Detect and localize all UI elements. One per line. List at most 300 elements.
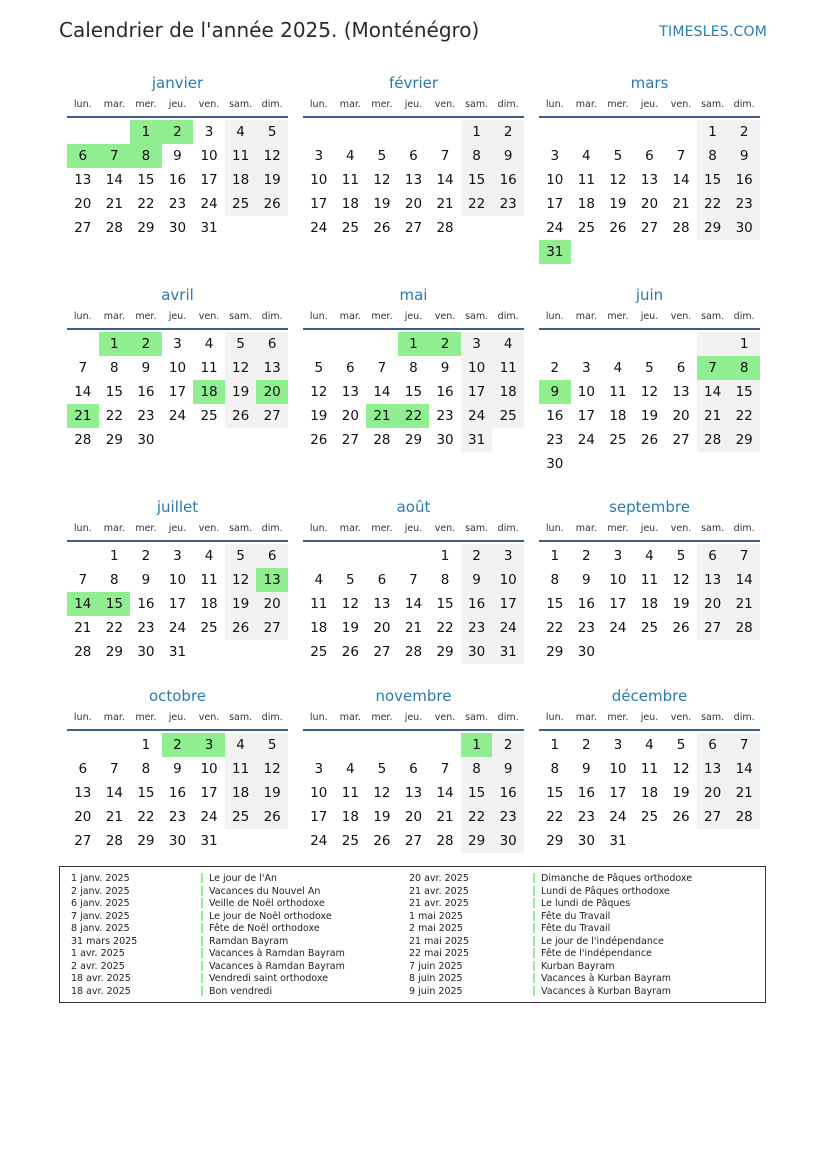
day-cell[interactable]: 23 xyxy=(168,196,187,212)
day-cell[interactable]: 16 xyxy=(168,785,187,801)
day-cell[interactable]: 26 xyxy=(609,220,627,236)
day-cell[interactable]: 26 xyxy=(256,192,288,216)
day-cell[interactable]: 30 xyxy=(137,644,155,660)
day-cell[interactable]: 15 xyxy=(99,592,131,616)
day-cell[interactable]: 13 xyxy=(256,568,288,592)
day-cell[interactable]: 5 xyxy=(225,332,257,356)
day-cell[interactable]: 1 xyxy=(697,120,729,144)
day-cell[interactable]: 3 xyxy=(550,148,560,164)
day-cell[interactable]: 5 xyxy=(613,148,623,164)
day-cell[interactable]: 20 xyxy=(697,781,729,805)
day-cell[interactable]: 17 xyxy=(461,380,493,404)
day-cell[interactable]: 2 xyxy=(162,733,194,757)
day-cell[interactable]: 11 xyxy=(640,761,659,777)
day-cell[interactable]: 11 xyxy=(577,172,595,188)
day-cell[interactable]: 19 xyxy=(341,620,359,636)
day-cell[interactable]: 30 xyxy=(577,644,595,660)
day-cell[interactable]: 10 xyxy=(168,360,187,376)
day-cell[interactable]: 4 xyxy=(582,148,591,164)
day-cell[interactable]: 3 xyxy=(314,761,324,777)
day-cell[interactable]: 29 xyxy=(137,833,155,849)
day-cell[interactable]: 22 xyxy=(398,404,430,428)
day-cell[interactable]: 22 xyxy=(137,809,155,825)
day-cell[interactable]: 3 xyxy=(613,737,623,753)
day-cell[interactable]: 19 xyxy=(640,408,659,424)
day-cell[interactable]: 14 xyxy=(672,172,690,188)
day-cell[interactable]: 29 xyxy=(105,432,123,448)
day-cell[interactable]: 20 xyxy=(341,408,359,424)
day-cell[interactable]: 2 xyxy=(141,548,151,564)
day-cell[interactable]: 10 xyxy=(609,761,627,777)
day-cell[interactable]: 6 xyxy=(676,360,686,376)
day-cell[interactable]: 11 xyxy=(200,572,218,588)
day-cell[interactable]: 2 xyxy=(728,120,760,144)
day-cell[interactable]: 27 xyxy=(697,805,729,829)
day-cell[interactable]: 1 xyxy=(550,737,560,753)
day-cell[interactable]: 15 xyxy=(697,168,729,192)
day-cell[interactable]: 22 xyxy=(105,408,123,424)
day-cell[interactable]: 19 xyxy=(256,168,288,192)
day-cell[interactable]: 23 xyxy=(728,192,760,216)
day-cell[interactable]: 6 xyxy=(67,144,99,168)
day-cell[interactable]: 3 xyxy=(492,544,524,568)
day-cell[interactable]: 13 xyxy=(404,172,423,188)
day-cell[interactable]: 25 xyxy=(640,809,659,825)
day-cell[interactable]: 5 xyxy=(346,572,355,588)
day-cell[interactable]: 28 xyxy=(697,428,729,452)
day-cell[interactable]: 17 xyxy=(310,196,328,212)
day-cell[interactable]: 24 xyxy=(310,220,328,236)
day-cell[interactable]: 22 xyxy=(546,620,564,636)
day-cell[interactable]: 18 xyxy=(640,785,659,801)
day-cell[interactable]: 20 xyxy=(404,809,423,825)
day-cell[interactable]: 17 xyxy=(577,408,595,424)
day-cell[interactable]: 23 xyxy=(461,616,493,640)
day-cell[interactable]: 9 xyxy=(461,568,493,592)
day-cell[interactable]: 7 xyxy=(78,572,88,588)
day-cell[interactable]: 5 xyxy=(314,360,324,376)
day-cell[interactable]: 11 xyxy=(200,360,218,376)
day-cell[interactable]: 21 xyxy=(105,809,123,825)
day-cell[interactable]: 25 xyxy=(609,432,627,448)
day-cell[interactable]: 26 xyxy=(373,220,391,236)
day-cell[interactable]: 27 xyxy=(74,833,92,849)
day-cell[interactable]: 4 xyxy=(225,120,257,144)
day-cell[interactable]: 21 xyxy=(697,404,729,428)
day-cell[interactable]: 28 xyxy=(373,432,391,448)
day-cell[interactable]: 8 xyxy=(697,144,729,168)
day-cell[interactable]: 31 xyxy=(168,644,187,660)
day-cell[interactable]: 12 xyxy=(310,384,328,400)
day-cell[interactable]: 15 xyxy=(404,384,423,400)
day-cell[interactable]: 20 xyxy=(373,620,391,636)
day-cell[interactable]: 12 xyxy=(373,172,391,188)
day-cell[interactable]: 13 xyxy=(373,596,391,612)
day-cell[interactable]: 3 xyxy=(193,733,225,757)
day-cell[interactable]: 11 xyxy=(341,172,359,188)
day-cell[interactable]: 16 xyxy=(461,592,493,616)
day-cell[interactable]: 7 xyxy=(728,544,760,568)
day-cell[interactable]: 27 xyxy=(74,220,92,236)
day-cell[interactable]: 25 xyxy=(577,220,595,236)
day-cell[interactable]: 11 xyxy=(225,757,257,781)
day-cell[interactable]: 16 xyxy=(546,408,564,424)
day-cell[interactable]: 10 xyxy=(168,572,187,588)
day-cell[interactable]: 3 xyxy=(582,360,591,376)
day-cell[interactable]: 21 xyxy=(436,809,454,825)
day-cell[interactable]: 11 xyxy=(225,144,257,168)
day-cell[interactable]: 27 xyxy=(404,833,423,849)
day-cell[interactable]: 7 xyxy=(676,148,686,164)
day-cell[interactable]: 29 xyxy=(105,644,123,660)
day-cell[interactable]: 21 xyxy=(728,781,760,805)
day-cell[interactable]: 17 xyxy=(609,596,627,612)
day-cell[interactable]: 23 xyxy=(492,805,524,829)
day-cell[interactable]: 10 xyxy=(461,356,493,380)
day-cell[interactable]: 6 xyxy=(645,148,654,164)
day-cell[interactable]: 29 xyxy=(461,829,493,853)
day-cell[interactable]: 26 xyxy=(373,833,391,849)
day-cell[interactable]: 10 xyxy=(492,568,524,592)
day-cell[interactable]: 26 xyxy=(672,809,690,825)
day-cell[interactable]: 1 xyxy=(141,737,151,753)
day-cell[interactable]: 10 xyxy=(310,172,328,188)
day-cell[interactable]: 3 xyxy=(613,548,623,564)
day-cell[interactable]: 29 xyxy=(546,644,564,660)
day-cell[interactable]: 19 xyxy=(672,596,690,612)
day-cell[interactable]: 12 xyxy=(609,172,627,188)
day-cell[interactable]: 16 xyxy=(577,785,595,801)
day-cell[interactable]: 31 xyxy=(461,428,493,452)
day-cell[interactable]: 16 xyxy=(492,781,524,805)
day-cell[interactable]: 27 xyxy=(640,220,659,236)
day-cell[interactable]: 13 xyxy=(697,757,729,781)
day-cell[interactable]: 23 xyxy=(137,620,155,636)
day-cell[interactable]: 18 xyxy=(310,620,328,636)
day-cell[interactable]: 8 xyxy=(130,144,162,168)
day-cell[interactable]: 14 xyxy=(436,172,454,188)
day-cell[interactable]: 5 xyxy=(377,148,387,164)
day-cell[interactable]: 14 xyxy=(105,785,123,801)
day-cell[interactable]: 13 xyxy=(256,356,288,380)
day-cell[interactable]: 14 xyxy=(373,384,391,400)
day-cell[interactable]: 9 xyxy=(492,757,524,781)
day-cell[interactable]: 23 xyxy=(546,432,564,448)
day-cell[interactable]: 11 xyxy=(640,572,659,588)
day-cell[interactable]: 6 xyxy=(78,761,88,777)
day-cell[interactable]: 20 xyxy=(256,380,288,404)
day-cell[interactable]: 13 xyxy=(341,384,359,400)
day-cell[interactable]: 7 xyxy=(110,761,119,777)
day-cell[interactable]: 24 xyxy=(546,220,564,236)
day-cell[interactable]: 28 xyxy=(728,805,760,829)
day-cell[interactable]: 25 xyxy=(341,220,359,236)
day-cell[interactable]: 15 xyxy=(546,785,564,801)
day-cell[interactable]: 19 xyxy=(225,380,257,404)
day-cell[interactable]: 14 xyxy=(436,785,454,801)
day-cell[interactable]: 18 xyxy=(225,781,257,805)
day-cell[interactable]: 2 xyxy=(130,332,162,356)
day-cell[interactable]: 27 xyxy=(672,432,690,448)
day-cell[interactable]: 30 xyxy=(546,456,564,472)
day-cell[interactable]: 18 xyxy=(609,408,627,424)
day-cell[interactable]: 22 xyxy=(697,192,729,216)
day-cell[interactable]: 2 xyxy=(582,737,591,753)
day-cell[interactable]: 28 xyxy=(105,833,123,849)
day-cell[interactable]: 9 xyxy=(173,761,182,777)
day-cell[interactable]: 15 xyxy=(137,785,155,801)
day-cell[interactable]: 10 xyxy=(200,761,218,777)
day-cell[interactable]: 5 xyxy=(676,737,686,753)
day-cell[interactable]: 21 xyxy=(366,404,398,428)
day-cell[interactable]: 31 xyxy=(609,833,627,849)
day-cell[interactable]: 24 xyxy=(200,809,218,825)
day-cell[interactable]: 16 xyxy=(137,384,155,400)
day-cell[interactable]: 3 xyxy=(204,124,214,140)
day-cell[interactable]: 7 xyxy=(440,148,450,164)
day-cell[interactable]: 20 xyxy=(640,196,659,212)
day-cell[interactable]: 23 xyxy=(137,408,155,424)
day-cell[interactable]: 8 xyxy=(141,761,151,777)
day-cell[interactable]: 27 xyxy=(256,616,288,640)
day-cell[interactable]: 4 xyxy=(204,548,214,564)
day-cell[interactable]: 6 xyxy=(697,733,729,757)
day-cell[interactable]: 30 xyxy=(436,432,454,448)
day-cell[interactable]: 3 xyxy=(173,548,182,564)
day-cell[interactable]: 1 xyxy=(461,733,493,757)
day-cell[interactable]: 19 xyxy=(225,592,257,616)
day-cell[interactable]: 29 xyxy=(137,220,155,236)
day-cell[interactable]: 30 xyxy=(168,833,187,849)
day-cell[interactable]: 8 xyxy=(728,356,760,380)
day-cell[interactable]: 10 xyxy=(609,572,627,588)
day-cell[interactable]: 31 xyxy=(539,240,571,264)
day-cell[interactable]: 14 xyxy=(697,380,729,404)
day-cell[interactable]: 7 xyxy=(697,356,729,380)
day-cell[interactable]: 30 xyxy=(577,833,595,849)
day-cell[interactable]: 14 xyxy=(67,592,99,616)
day-cell[interactable]: 24 xyxy=(200,196,218,212)
day-cell[interactable]: 28 xyxy=(74,644,92,660)
day-cell[interactable]: 20 xyxy=(256,592,288,616)
day-cell[interactable]: 20 xyxy=(74,196,92,212)
day-cell[interactable]: 8 xyxy=(110,360,119,376)
day-cell[interactable]: 2 xyxy=(492,120,524,144)
day-cell[interactable]: 12 xyxy=(672,572,690,588)
day-cell[interactable]: 5 xyxy=(645,360,654,376)
day-cell[interactable]: 11 xyxy=(341,785,359,801)
day-cell[interactable]: 24 xyxy=(492,616,524,640)
day-cell[interactable]: 18 xyxy=(193,380,225,404)
day-cell[interactable]: 14 xyxy=(728,757,760,781)
day-cell[interactable]: 14 xyxy=(74,384,92,400)
day-cell[interactable]: 29 xyxy=(697,216,729,240)
day-cell[interactable]: 23 xyxy=(168,809,187,825)
day-cell[interactable]: 1 xyxy=(398,332,430,356)
day-cell[interactable]: 10 xyxy=(577,384,595,400)
day-cell[interactable]: 16 xyxy=(728,168,760,192)
day-cell[interactable]: 8 xyxy=(461,144,493,168)
day-cell[interactable]: 12 xyxy=(672,761,690,777)
day-cell[interactable]: 25 xyxy=(225,805,257,829)
day-cell[interactable]: 15 xyxy=(137,172,155,188)
day-cell[interactable]: 13 xyxy=(672,384,690,400)
day-cell[interactable]: 17 xyxy=(168,596,187,612)
day-cell[interactable]: 6 xyxy=(409,148,418,164)
day-cell[interactable]: 9 xyxy=(440,360,450,376)
day-cell[interactable]: 18 xyxy=(341,809,359,825)
day-cell[interactable]: 31 xyxy=(492,640,524,664)
day-cell[interactable]: 9 xyxy=(492,144,524,168)
day-cell[interactable]: 22 xyxy=(461,192,493,216)
day-cell[interactable]: 1 xyxy=(550,548,560,564)
day-cell[interactable]: 27 xyxy=(404,220,423,236)
day-cell[interactable]: 4 xyxy=(613,360,623,376)
day-cell[interactable]: 15 xyxy=(546,596,564,612)
day-cell[interactable]: 5 xyxy=(256,733,288,757)
day-cell[interactable]: 26 xyxy=(256,805,288,829)
day-cell[interactable]: 1 xyxy=(99,332,131,356)
day-cell[interactable]: 10 xyxy=(200,148,218,164)
day-cell[interactable]: 9 xyxy=(141,360,151,376)
day-cell[interactable]: 24 xyxy=(168,620,187,636)
day-cell[interactable]: 20 xyxy=(697,592,729,616)
day-cell[interactable]: 20 xyxy=(672,408,690,424)
day-cell[interactable]: 17 xyxy=(310,809,328,825)
day-cell[interactable]: 8 xyxy=(409,360,418,376)
day-cell[interactable]: 4 xyxy=(346,761,355,777)
day-cell[interactable]: 14 xyxy=(728,568,760,592)
day-cell[interactable]: 26 xyxy=(225,404,257,428)
day-cell[interactable]: 24 xyxy=(168,408,187,424)
day-cell[interactable]: 12 xyxy=(225,568,257,592)
day-cell[interactable]: 2 xyxy=(429,332,461,356)
day-cell[interactable]: 1 xyxy=(130,120,162,144)
day-cell[interactable]: 10 xyxy=(310,785,328,801)
day-cell[interactable]: 9 xyxy=(582,572,591,588)
day-cell[interactable]: 5 xyxy=(676,548,686,564)
day-cell[interactable]: 6 xyxy=(697,544,729,568)
day-cell[interactable]: 24 xyxy=(461,404,493,428)
day-cell[interactable]: 29 xyxy=(728,428,760,452)
day-cell[interactable]: 2 xyxy=(461,544,493,568)
day-cell[interactable]: 2 xyxy=(550,360,560,376)
day-cell[interactable]: 7 xyxy=(409,572,418,588)
day-cell[interactable]: 6 xyxy=(377,572,387,588)
day-cell[interactable]: 28 xyxy=(436,833,454,849)
day-cell[interactable]: 28 xyxy=(672,220,690,236)
day-cell[interactable]: 30 xyxy=(728,216,760,240)
day-cell[interactable]: 28 xyxy=(74,432,92,448)
day-cell[interactable]: 26 xyxy=(310,432,328,448)
day-cell[interactable]: 18 xyxy=(640,596,659,612)
day-cell[interactable]: 12 xyxy=(373,785,391,801)
day-cell[interactable]: 9 xyxy=(539,380,571,404)
day-cell[interactable]: 31 xyxy=(200,220,218,236)
day-cell[interactable]: 25 xyxy=(640,620,659,636)
day-cell[interactable]: 25 xyxy=(310,644,328,660)
day-cell[interactable]: 20 xyxy=(74,809,92,825)
day-cell[interactable]: 21 xyxy=(67,404,99,428)
day-cell[interactable]: 12 xyxy=(640,384,659,400)
day-cell[interactable]: 23 xyxy=(577,809,595,825)
day-cell[interactable]: 2 xyxy=(492,733,524,757)
day-cell[interactable]: 15 xyxy=(461,168,493,192)
day-cell[interactable]: 11 xyxy=(609,384,627,400)
day-cell[interactable]: 17 xyxy=(200,785,218,801)
day-cell[interactable]: 11 xyxy=(310,596,328,612)
day-cell[interactable]: 22 xyxy=(436,620,454,636)
day-cell[interactable]: 21 xyxy=(105,196,123,212)
brand-logo-text[interactable]: TIMESLES.COM xyxy=(659,24,767,40)
day-cell[interactable]: 4 xyxy=(314,572,324,588)
day-cell[interactable]: 28 xyxy=(728,616,760,640)
day-cell[interactable]: 6 xyxy=(256,544,288,568)
day-cell[interactable]: 9 xyxy=(173,148,182,164)
day-cell[interactable]: 25 xyxy=(200,408,218,424)
day-cell[interactable]: 12 xyxy=(256,757,288,781)
day-cell[interactable]: 6 xyxy=(256,332,288,356)
day-cell[interactable]: 19 xyxy=(609,196,627,212)
day-cell[interactable]: 2 xyxy=(162,120,194,144)
day-cell[interactable]: 26 xyxy=(225,616,257,640)
day-cell[interactable]: 22 xyxy=(137,196,155,212)
day-cell[interactable]: 27 xyxy=(256,404,288,428)
day-cell[interactable]: 9 xyxy=(728,144,760,168)
day-cell[interactable]: 17 xyxy=(200,172,218,188)
day-cell[interactable]: 27 xyxy=(341,432,359,448)
day-cell[interactable]: 18 xyxy=(341,196,359,212)
day-cell[interactable]: 19 xyxy=(672,785,690,801)
day-cell[interactable]: 14 xyxy=(404,596,423,612)
day-cell[interactable]: 13 xyxy=(74,785,92,801)
day-cell[interactable]: 24 xyxy=(577,432,595,448)
day-cell[interactable]: 27 xyxy=(697,616,729,640)
day-cell[interactable]: 24 xyxy=(609,620,627,636)
day-cell[interactable]: 17 xyxy=(168,384,187,400)
day-cell[interactable]: 22 xyxy=(546,809,564,825)
day-cell[interactable]: 13 xyxy=(697,568,729,592)
day-cell[interactable]: 16 xyxy=(492,168,524,192)
day-cell[interactable]: 9 xyxy=(582,761,591,777)
day-cell[interactable]: 22 xyxy=(461,805,493,829)
day-cell[interactable]: 30 xyxy=(461,640,493,664)
day-cell[interactable]: 21 xyxy=(404,620,423,636)
day-cell[interactable]: 13 xyxy=(74,172,92,188)
day-cell[interactable]: 7 xyxy=(377,360,387,376)
day-cell[interactable]: 23 xyxy=(436,408,454,424)
day-cell[interactable]: 1 xyxy=(440,548,450,564)
day-cell[interactable]: 22 xyxy=(105,620,123,636)
day-cell[interactable]: 17 xyxy=(546,196,564,212)
day-cell[interactable]: 5 xyxy=(225,544,257,568)
day-cell[interactable]: 31 xyxy=(200,833,218,849)
day-cell[interactable]: 25 xyxy=(492,404,524,428)
day-cell[interactable]: 3 xyxy=(461,332,493,356)
day-cell[interactable]: 21 xyxy=(74,620,92,636)
day-cell[interactable]: 4 xyxy=(492,332,524,356)
day-cell[interactable]: 23 xyxy=(492,192,524,216)
day-cell[interactable]: 22 xyxy=(728,404,760,428)
day-cell[interactable]: 7 xyxy=(728,733,760,757)
day-cell[interactable]: 8 xyxy=(550,572,560,588)
day-cell[interactable]: 17 xyxy=(609,785,627,801)
day-cell[interactable]: 1 xyxy=(461,120,493,144)
day-cell[interactable]: 17 xyxy=(492,592,524,616)
day-cell[interactable]: 15 xyxy=(436,596,454,612)
day-cell[interactable]: 8 xyxy=(110,572,119,588)
day-cell[interactable]: 18 xyxy=(225,168,257,192)
